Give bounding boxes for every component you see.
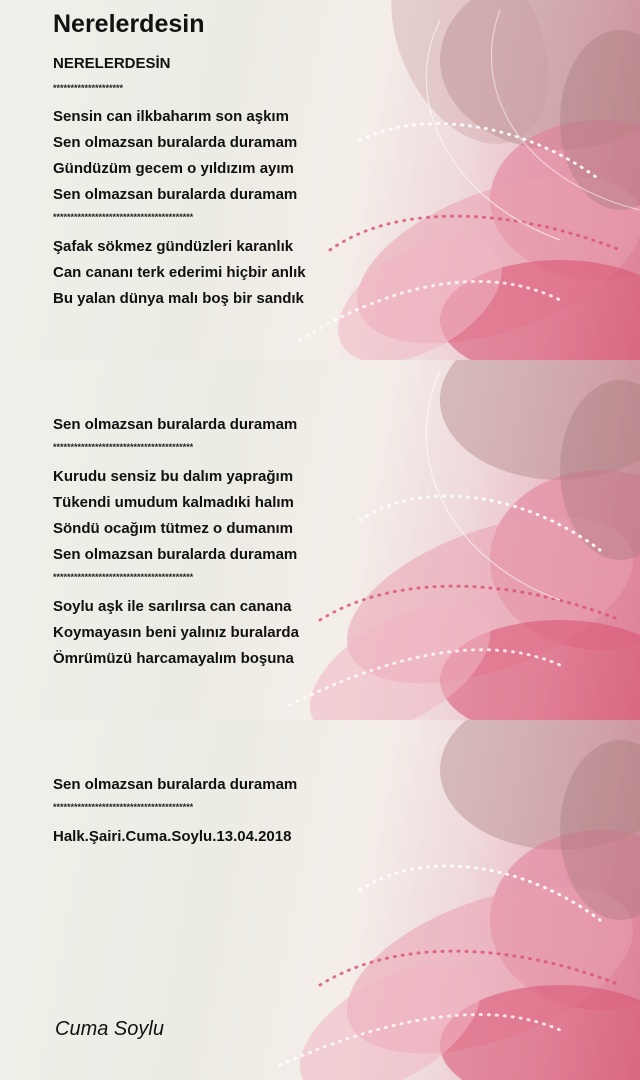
poem-line: Sen olmazsan buralarda duramam	[53, 186, 298, 203]
poem-line: Ömrümüzü harcamayalım boşuna	[53, 650, 294, 667]
poem-line: Söndü ocağım tütmez o dumanım	[53, 520, 294, 537]
poem-line: Bu yalan dünya malı boş bir sandık	[53, 290, 304, 307]
separator: ****************************************	[53, 442, 194, 452]
poem-line: Şafak sökmez gündüzleri karanlık	[53, 238, 294, 255]
poem-line: Sen olmazsan buralarda duramam	[53, 776, 298, 793]
separator: ********************	[53, 83, 124, 93]
poem-line: Can cananı terk ederimi hiçbir anlık	[53, 264, 306, 281]
poem-line: Tükendi umudum kalmadıki halım	[53, 494, 294, 511]
poem-line: Sen olmazsan buralarda duramam	[53, 134, 298, 151]
page-title: Nerelerdesin	[53, 10, 205, 38]
poem-line: Sen olmazsan buralarda duramam	[53, 546, 298, 563]
poem-line: Sensin can ilkbaharım son aşkım	[53, 108, 289, 125]
separator: ****************************************	[53, 802, 194, 812]
signature-line: Halk.Şairi.Cuma.Soylu.13.04.2018	[53, 828, 292, 845]
author-name: Cuma Soylu	[55, 1018, 164, 1040]
poem-heading: NERELERDESİN	[53, 55, 171, 72]
separator: ****************************************	[53, 212, 194, 222]
poem-line: Koymayasın beni yalınız buralarda	[53, 624, 299, 641]
separator: ****************************************	[53, 572, 194, 582]
poem-line: Soylu aşk ile sarılırsa can canana	[53, 598, 292, 615]
poem-line: Gündüzüm gecem o yıldızım ayım	[53, 160, 294, 177]
poem-line: Kurudu sensiz bu dalım yaprağım	[53, 468, 294, 485]
poem-line: Sen olmazsan buralarda duramam	[53, 416, 298, 433]
